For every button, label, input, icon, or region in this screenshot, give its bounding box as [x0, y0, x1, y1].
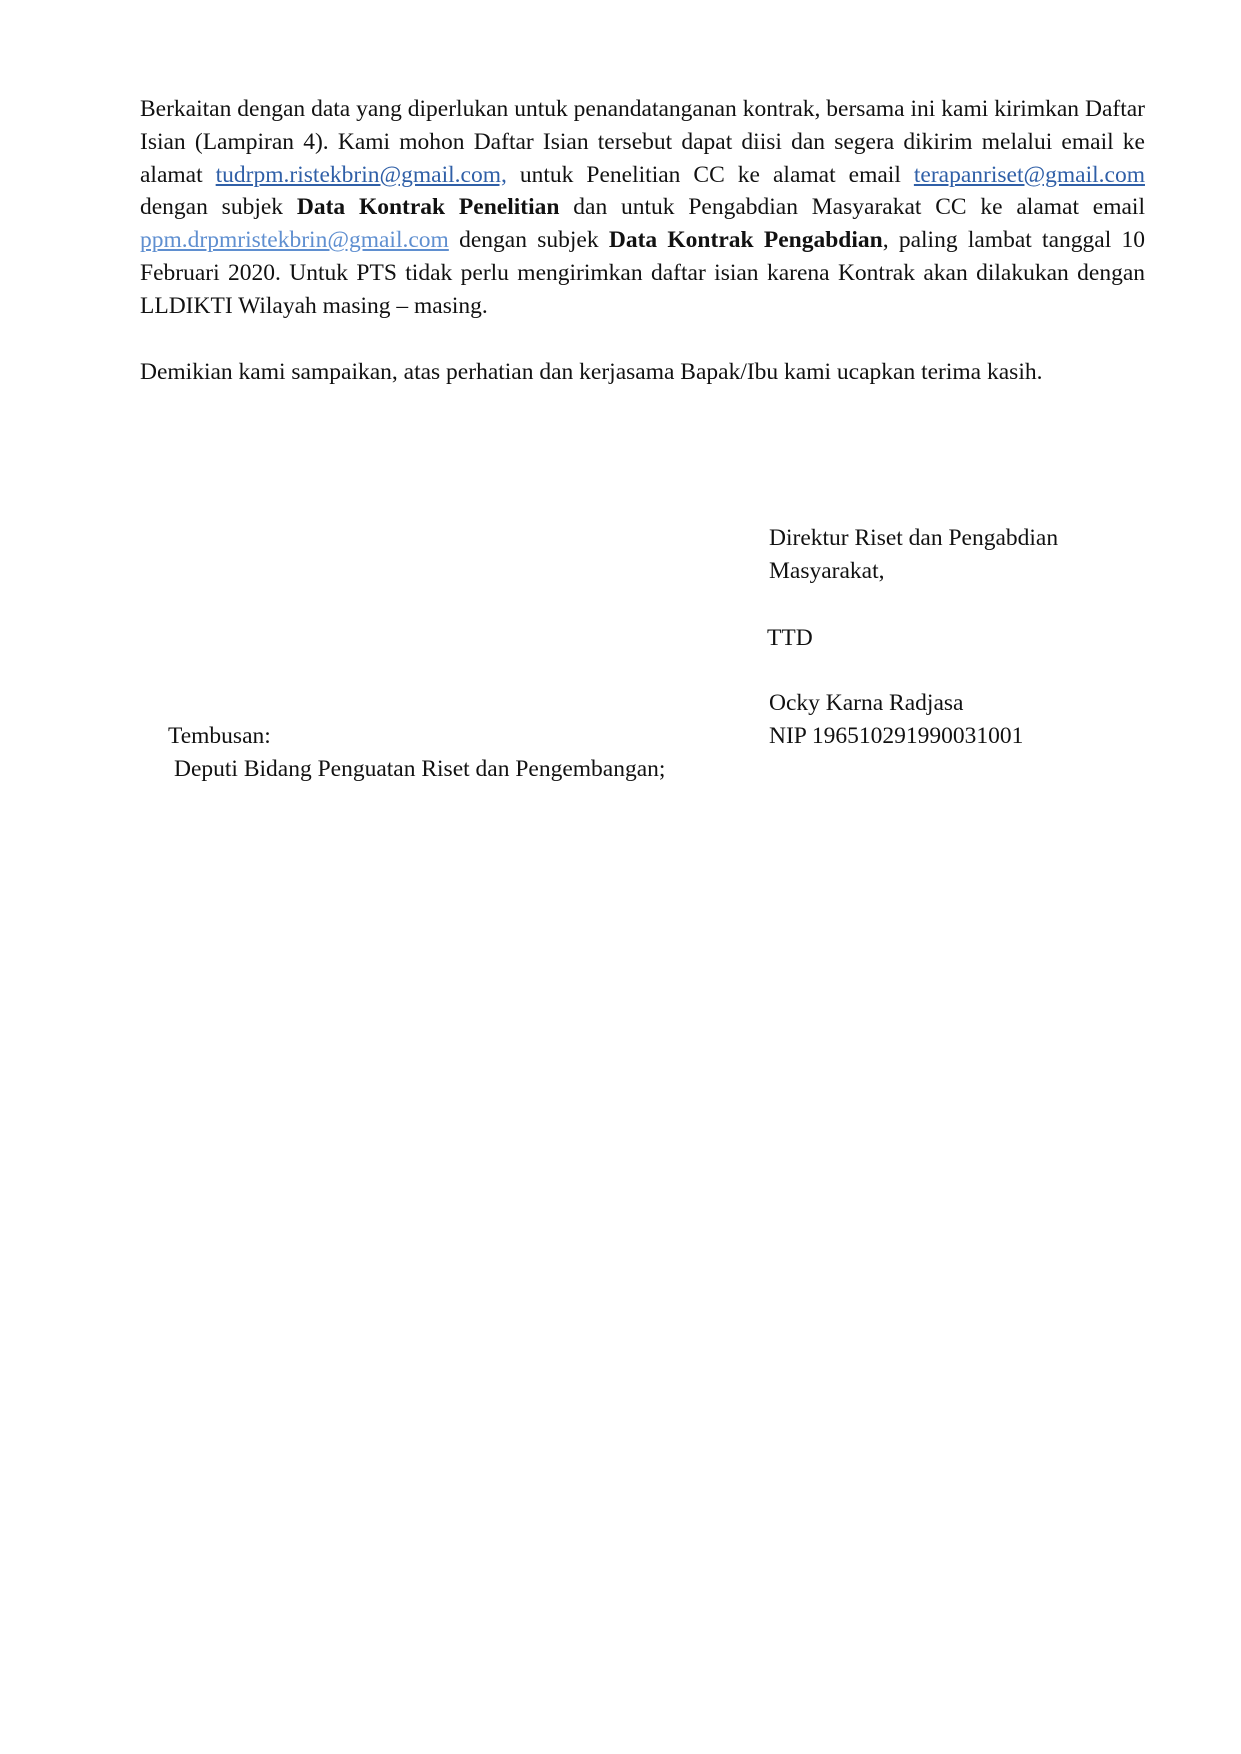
body-paragraph-contract-data [140, 93, 1145, 323]
email-link-terapanriset[interactable]: terapanriset@gmail.com [913, 161, 1145, 188]
email-link-ppm[interactable]: ppm.drpmristekbrin@gmail.com [140, 227, 449, 254]
email-link-tudrpm[interactable]: tudrpm.ristekbrin@gmail.com, [215, 161, 507, 188]
body-paragraph-closing: Demikian kami sampaikan, atas perhatian dan kerjasama Bapak/Ibu kami ucapkan terima kasih. [140, 359, 1043, 385]
tembusan-label: Tembusan: [168, 723, 271, 749]
tembusan-item: Deputi Bidang Penguatan Riset dan Pengembangan; [174, 756, 666, 782]
para1-text-2: untuk Penelitian CC ke alamat email [506, 161, 914, 188]
signatory-nip: NIP 196510291990031001 [769, 723, 1024, 749]
para1-text-3: dengan subjek [140, 194, 297, 221]
signature-ttd: TTD [767, 625, 813, 651]
para1-text-5: dengan subjek [448, 227, 609, 254]
para1-text-4: dan untuk Pengabdian Masyarakat CC ke alamat email [559, 194, 1145, 221]
para1-text-1: Berkaitan dengan data yang diperlukan untuk penandatanganan kontrak, bersama ini kami kirimkan Daftar Isian (Lampiran 4). Kami mohon Daftar Isian tersebut dapat diisi dan segera dikirim melalui email ke alamat [140, 96, 1145, 188]
signature-title-line2: Masyarakat, [769, 557, 885, 584]
signature-title-line1: Direktur Riset dan Pengabdian [769, 525, 1059, 551]
signatory-name: Ocky Karna Radjasa [769, 690, 964, 716]
para1-text-6: , paling lambat tanggal 10 Februari 2020. Untuk PTS tidak perlu mengirimkan daftar isian karena Kontrak akan dilakukan dengan LLDIKTI Wilayah masing – masing. [140, 227, 1145, 319]
signature-title [769, 522, 1149, 588]
subject-data-kontrak-penelitian: Data Kontrak Penelitian [296, 194, 560, 221]
subject-data-kontrak-pengabdian: Data Kontrak Pengabdian [608, 227, 883, 254]
